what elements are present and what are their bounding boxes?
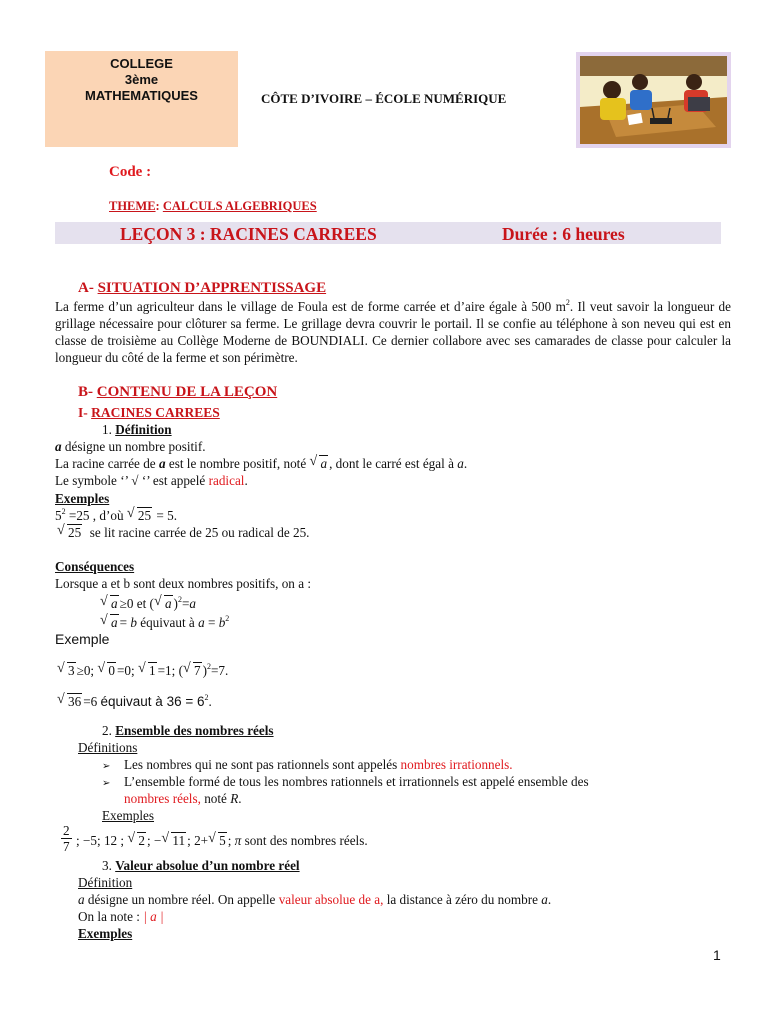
consequence-text-2: équivaut à [140, 615, 195, 630]
bullet-2-text: L’ensemble formé de tous les nombres rationnels et irrationnels est appelé ensemble des [124, 774, 589, 789]
real-numbers-term: nombres réels, [124, 791, 201, 806]
header-subject: MATHEMATIQUES [85, 88, 198, 103]
example2-formula-1: √ 3 ≥0; √ 0 =0; √ 1 =1; (√ 7 )$^2$=7. [57, 662, 228, 679]
example-line-1: $5^2 =25$ , d’où √ 25 = 5. [55, 507, 177, 524]
definition-num: 1. [102, 422, 112, 437]
subsection-2-title: Ensemble des nombres réels [115, 723, 274, 738]
students-illustration [576, 52, 731, 148]
definition-heading [102, 421, 172, 438]
arrow-bullet-icon: ➢ [102, 778, 111, 789]
bullet-1-text: Les nombres qui ne sont pas rationnels sont appelés [124, 757, 398, 772]
subsection-1-num: I- [78, 405, 88, 420]
definition-line-1: a désigne un nombre positif. [55, 439, 206, 454]
definition-line-3: Le symbole ‘’ √ ‘’ est appelé radical. [55, 473, 248, 488]
header-box [45, 51, 238, 147]
fraction-2-7: 2 7 [63, 823, 70, 854]
example2-formula-2: √ 36 =6 équivaut à $36 = 6^2$. [57, 693, 212, 710]
definition-3-label: Définition [78, 875, 133, 890]
definition-text-2a: La racine carrée de [55, 456, 156, 471]
situation-text-1: La ferme d’un agriculteur dans le village de Foula est de forme carrée et d’aire égale à 500 m [55, 299, 566, 314]
theme-line: THEME: CALCULS ALGEBRIQUES [109, 199, 317, 213]
definition-text-1: désigne un nombre positif. [64, 439, 206, 454]
example2-text: équivaut à 36 = 6 [100, 694, 205, 709]
header-grade: 3ème [124, 72, 159, 87]
subsection-1-heading [78, 404, 220, 421]
section-b-title: CONTENU DE LA LEÇON [96, 384, 278, 400]
consequences-line-1: Lorsque a et b sont deux nombres positifs, on a : [55, 576, 312, 591]
sqrt-a-symbol: √ a [309, 455, 328, 472]
lesson-duration: Durée : 6 heures [502, 224, 625, 244]
situation-text-2: . Il veut savoir la longueur de grillage nécessaire pour clôturer sa ferme. Le grillage devra couvrir le portail. Il se confie au téléphone à son neveu qui est en classe de troisième au Collège Moderne de BOUNDIALI. Ce dernier collabore avec ses camarades de classe pour calculer la longueur du côté de la ferme et son périmètre. [55, 299, 731, 365]
definition-text-3a: Le symbole ‘’ √ ‘’ est appelé [55, 473, 206, 488]
examples-heading-4: Exemples [78, 926, 133, 941]
examples-3-list: ; −5; 12 ; √ 2 ; −√ 11 ; 2+√ 5 ; π sont des nombres réels. [76, 832, 368, 849]
bullet-2-cont: nombres réels, noté R. [124, 791, 242, 806]
code-label: Code : [109, 164, 152, 180]
section-b-heading [78, 383, 277, 401]
header-college: COLLEGE [110, 56, 173, 71]
page-number: 1 [713, 947, 721, 963]
definition-3-line-2 [78, 908, 164, 925]
subsection-3-heading [102, 857, 300, 874]
header-title: CÔTE D’IVOIRE – ÉCOLE NUMÉRIQUE [261, 91, 507, 106]
bullet-2-noted: noté [204, 791, 227, 806]
definition-text-2b: est le nombre positif, noté [168, 456, 307, 471]
examples-heading-3: Exemples [102, 808, 155, 823]
subsection-2-num: 2. [102, 723, 112, 738]
example-line-2: √ 25 se lit racine carrée de 25 ou radical de 25. [57, 524, 309, 541]
subsection-2-heading [102, 722, 274, 739]
absolute-value-notation: | a | [143, 909, 164, 924]
set-r-symbol: R [230, 791, 239, 806]
theme-value: CALCULS ALGEBRIQUES [162, 199, 317, 213]
definition-3-text-1a: désigne un nombre réel. On appelle [87, 892, 276, 907]
subsection-3-num: 3. [102, 858, 112, 873]
situation-paragraph: La ferme d’un agriculteur dans le village de Foula est de forme carrée et d’aire égale à 500 $m^2$. Il veut savoir la longueur de grillage nécessaire pour clôturer sa ferme. Le grillage devra couvrir le portail. Il se confie au téléphone à son neveu qui est en classe de troisième au Collège Moderne de BOUNDIALI. Ce dernier collabore avec ses camarades de classe pour calculer la longueur du côté de la ferme et son périmètre. [55, 298, 731, 365]
section-a-letter: A- [78, 280, 94, 296]
section-a-title: SITUATION D’APPRENTISSAGE [97, 280, 327, 296]
definition-3-text-2a: On la note : [78, 909, 140, 924]
lesson-title: LEÇON 3 : RACINES CARREES [120, 224, 377, 244]
example-heading-2: Exemple [55, 631, 110, 647]
definitions-label: Définitions [78, 740, 138, 755]
examples-heading-1: Exemples [55, 491, 110, 506]
subsection-3-title: Valeur absolue d’un nombre réel [115, 858, 300, 873]
theme-label: THEME [109, 199, 156, 213]
example-text-2: se lit racine carrée de 25 ou radical de 25. [89, 525, 310, 540]
students-computer-image [576, 52, 731, 148]
definition-text-2c: , dont le carré est égal à [329, 456, 454, 471]
consequence-text-1: ≥0 et [119, 596, 147, 611]
section-a-heading [78, 279, 326, 297]
example-text-1a: =25 , d’où [68, 508, 124, 523]
definition-3-text-1c: la distance à zéro du nombre [386, 892, 538, 907]
definition-title: Définition [115, 422, 172, 437]
definition-line-2: La racine carrée de a est le nombre positif, noté √ a , dont le carré est égal à a. [55, 455, 467, 472]
consequence-formula-2: √ a = b équivaut à $a = b^2$ [100, 614, 229, 631]
arrow-bullet-icon: ➢ [102, 761, 111, 772]
radical-term: radical [208, 473, 245, 488]
example-text-1b: = 5. [156, 508, 177, 523]
irrational-term: nombres irrationnels. [400, 757, 513, 772]
subsection-1-title: RACINES CARREES [91, 405, 220, 420]
absolute-value-term: valeur absolue de a, [278, 892, 384, 907]
examples-3-text: sont des nombres réels. [244, 833, 368, 848]
consequence-formula-1: √ a ≥0 et (√ a )$^2$=a [100, 595, 196, 612]
consequences-heading: Conséquences [55, 559, 135, 574]
section-b-letter: B- [78, 384, 93, 400]
definition-3-line-1: a désigne un nombre réel. On appelle valeur absolue de a, la distance à zéro du nombre a. [78, 892, 552, 907]
